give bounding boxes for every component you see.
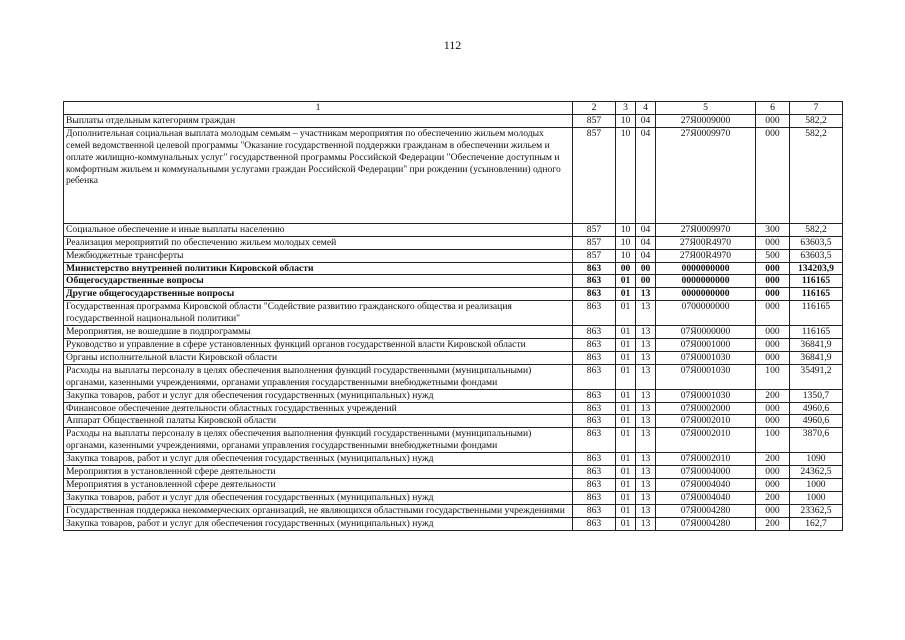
row-value: 863	[573, 364, 616, 389]
row-value: 4960,6	[790, 415, 843, 428]
row-value: 1090	[790, 453, 843, 466]
row-value: 01	[616, 364, 636, 389]
row-value: 07Я0002010	[656, 415, 756, 428]
row-value: 13	[636, 364, 656, 389]
row-value: 00	[616, 262, 636, 275]
page-number: 112	[443, 38, 462, 52]
row-value: 07Я0004000	[656, 466, 756, 479]
row-value: 000	[756, 402, 790, 415]
row-value: 35491,2	[790, 364, 843, 389]
budget-table	[63, 101, 843, 531]
row-description: Государственная программа Кировской области "Содействие развитию гражданского общества и реализация государственной национальной политики"	[64, 301, 573, 326]
row-value: 116165	[790, 275, 843, 288]
row-description: Закупка товаров, работ и услуг для обеспечения государственных (муниципальных) нужд	[64, 389, 573, 402]
row-description: Мероприятия в установленной сфере деятельности	[64, 466, 573, 479]
row-value: 3870,6	[790, 428, 843, 453]
table-row	[64, 389, 843, 402]
row-value: 01	[616, 478, 636, 491]
row-value: 36841,9	[790, 338, 843, 351]
row-value: 863	[573, 301, 616, 326]
row-value: 04	[636, 236, 656, 249]
row-value: 07Я0001030	[656, 364, 756, 389]
row-value: 01	[616, 338, 636, 351]
row-value: 857	[573, 249, 616, 262]
row-value: 582,2	[790, 127, 843, 223]
row-value: 07Я0004280	[656, 504, 756, 517]
row-value: 857	[573, 127, 616, 223]
row-value: 10	[616, 114, 636, 127]
row-value: 863	[573, 504, 616, 517]
row-value: 07Я0001000	[656, 338, 756, 351]
row-value: 857	[573, 114, 616, 127]
table-row	[64, 236, 843, 249]
row-value: 000	[756, 466, 790, 479]
row-value: 01	[616, 389, 636, 402]
row-value: 01	[616, 491, 636, 504]
row-value: 01	[616, 351, 636, 364]
row-value: 07Я0002000	[656, 402, 756, 415]
row-value: 07Я0002010	[656, 428, 756, 453]
row-value: 24362,5	[790, 466, 843, 479]
row-value: 863	[573, 275, 616, 288]
row-value: 13	[636, 428, 656, 453]
row-description: Общегосударственные вопросы	[64, 275, 573, 288]
row-value: 07Я0001030	[656, 389, 756, 402]
table-row	[64, 249, 843, 262]
table-row	[64, 478, 843, 491]
table-row	[64, 415, 843, 428]
row-value: 13	[636, 389, 656, 402]
row-value: 116165	[790, 326, 843, 339]
row-value: 13	[636, 351, 656, 364]
row-value: 500	[756, 249, 790, 262]
row-value: 100	[756, 364, 790, 389]
row-description: Закупка товаров, работ и услуг для обеспечения государственных (муниципальных) нужд	[64, 491, 573, 504]
row-value: 863	[573, 466, 616, 479]
row-value: 04	[636, 223, 656, 236]
column-header: 7	[790, 102, 843, 115]
row-value: 63603,5	[790, 249, 843, 262]
row-value: 01	[616, 453, 636, 466]
row-value: 000	[756, 338, 790, 351]
row-value: 863	[573, 428, 616, 453]
row-value: 01	[616, 402, 636, 415]
row-value: 13	[636, 517, 656, 530]
row-value: 1000	[790, 491, 843, 504]
table-row	[64, 504, 843, 517]
row-value: 000	[756, 288, 790, 301]
row-value: 116165	[790, 301, 843, 326]
row-value: 07Я0004040	[656, 491, 756, 504]
row-value: 13	[636, 415, 656, 428]
row-value: 01	[616, 504, 636, 517]
row-value: 13	[636, 338, 656, 351]
row-description: Закупка товаров, работ и услуг для обеспечения государственных (муниципальных) нужд	[64, 453, 573, 466]
row-value: 13	[636, 301, 656, 326]
row-value: 116165	[790, 288, 843, 301]
table-row	[64, 127, 843, 223]
row-value: 01	[616, 517, 636, 530]
row-value: 000	[756, 326, 790, 339]
row-value: 863	[573, 288, 616, 301]
row-value: 10	[616, 127, 636, 223]
row-value: 04	[636, 114, 656, 127]
table-row	[64, 326, 843, 339]
row-description: Руководство и управление в сфере установленных функций органов государственной власти Кировской области	[64, 338, 573, 351]
row-value: 13	[636, 402, 656, 415]
row-value: 863	[573, 262, 616, 275]
row-value: 01	[616, 428, 636, 453]
row-value: 01	[616, 288, 636, 301]
row-value: 13	[636, 288, 656, 301]
table-row	[64, 288, 843, 301]
row-value: 13	[636, 453, 656, 466]
row-value: 863	[573, 478, 616, 491]
table-row	[64, 351, 843, 364]
table-header-row	[64, 102, 843, 115]
row-value: 000	[756, 415, 790, 428]
row-value: 13	[636, 466, 656, 479]
row-value: 000	[756, 504, 790, 517]
column-header: 6	[756, 102, 790, 115]
row-value: 863	[573, 453, 616, 466]
table-row	[64, 491, 843, 504]
row-value: 0000000000	[656, 262, 756, 275]
row-description: Министерство внутренней политики Кировской области	[64, 262, 573, 275]
row-value: 10	[616, 236, 636, 249]
row-value: 200	[756, 389, 790, 402]
row-description: Органы исполнительной власти Кировской области	[64, 351, 573, 364]
column-header: 2	[573, 102, 616, 115]
row-description: Социальное обеспечение и иные выплаты населению	[64, 223, 573, 236]
row-value: 000	[756, 478, 790, 491]
row-value: 000	[756, 236, 790, 249]
row-value: 04	[636, 127, 656, 223]
row-value: 000	[756, 127, 790, 223]
row-value: 07Я0004280	[656, 517, 756, 530]
row-value: 01	[616, 301, 636, 326]
row-value: 13	[636, 504, 656, 517]
row-value: 0000000000	[656, 275, 756, 288]
row-value: 000	[756, 114, 790, 127]
row-value: 1350,7	[790, 389, 843, 402]
row-description: Государственная поддержка некоммерческих организаций, не являющихся областными государственными учреждениями	[64, 504, 573, 517]
row-value: 0700000000	[656, 301, 756, 326]
row-value: 100	[756, 428, 790, 453]
row-value: 000	[756, 262, 790, 275]
row-value: 36841,9	[790, 351, 843, 364]
row-value: 01	[616, 466, 636, 479]
row-value: 13	[636, 326, 656, 339]
row-value: 4960,6	[790, 402, 843, 415]
row-value: 162,7	[790, 517, 843, 530]
row-value: 200	[756, 517, 790, 530]
row-value: 27Я00R4970	[656, 249, 756, 262]
table-row	[64, 301, 843, 326]
row-value: 582,2	[790, 114, 843, 127]
table-row	[64, 262, 843, 275]
table-row	[64, 402, 843, 415]
table-row	[64, 114, 843, 127]
row-value: 10	[616, 223, 636, 236]
row-value: 01	[616, 275, 636, 288]
row-value: 200	[756, 453, 790, 466]
row-value: 07Я0000000	[656, 326, 756, 339]
row-value: 863	[573, 338, 616, 351]
row-description: Финансовое обеспечение деятельности областных государственных учреждений	[64, 402, 573, 415]
row-value: 863	[573, 415, 616, 428]
row-value: 000	[756, 301, 790, 326]
row-value: 582,2	[790, 223, 843, 236]
row-value: 863	[573, 491, 616, 504]
row-description: Выплаты отдельным категориям граждан	[64, 114, 573, 127]
row-value: 27Я00R4970	[656, 236, 756, 249]
row-description: Дополнительная социальная выплата молодым семьям – участникам мероприятия по обеспечению жильем молодых семей ведомственной целевой программы "Оказание государственной поддержки гражданам в обеспечении жильем и оплате жилищно-коммунальных услуг" государственной программы Российской Федерации "Обеспечение доступным и комфортным жильем и коммунальными услугами граждан Российской Федерации" при рождении (усыновлении) одного ребенка	[64, 127, 573, 223]
row-value: 1000	[790, 478, 843, 491]
row-value: 863	[573, 402, 616, 415]
row-description: Мероприятия, не вошедшие в подпрограммы	[64, 326, 573, 339]
row-description: Реализация мероприятий по обеспечению жильем молодых семей	[64, 236, 573, 249]
row-description: Расходы на выплаты персоналу в целях обеспечения выполнения функций государственными (муниципальными) органами, казенными учреждениями, органами управления государственными внебюджетными фондами	[64, 364, 573, 389]
row-value: 27Я0009000	[656, 114, 756, 127]
column-header: 5	[656, 102, 756, 115]
column-header: 3	[616, 102, 636, 115]
row-value: 07Я0002010	[656, 453, 756, 466]
row-value: 27Я0009970	[656, 127, 756, 223]
row-value: 300	[756, 223, 790, 236]
row-value: 863	[573, 389, 616, 402]
row-description: Другие общегосударственные вопросы	[64, 288, 573, 301]
row-value: 07Я0001030	[656, 351, 756, 364]
row-value: 0000000000	[656, 288, 756, 301]
table-row	[64, 517, 843, 530]
row-value: 13	[636, 478, 656, 491]
row-value: 857	[573, 236, 616, 249]
table-row	[64, 364, 843, 389]
row-value: 00	[636, 262, 656, 275]
column-header: 4	[636, 102, 656, 115]
table-row	[64, 338, 843, 351]
row-value: 27Я0009970	[656, 223, 756, 236]
row-value: 23362,5	[790, 504, 843, 517]
row-value: 01	[616, 415, 636, 428]
table-row	[64, 223, 843, 236]
row-value: 01	[616, 326, 636, 339]
row-value: 863	[573, 517, 616, 530]
row-value: 10	[616, 249, 636, 262]
row-description: Мероприятия в установленной сфере деятельности	[64, 478, 573, 491]
row-value: 200	[756, 491, 790, 504]
row-description: Межбюджетные трансферты	[64, 249, 573, 262]
row-value: 863	[573, 326, 616, 339]
row-value: 00	[636, 275, 656, 288]
row-value: 000	[756, 351, 790, 364]
row-value: 63603,5	[790, 236, 843, 249]
row-value: 000	[756, 275, 790, 288]
table-row	[64, 453, 843, 466]
row-description: Расходы на выплаты персоналу в целях обеспечения выполнения функций государственными (муниципальными) органами, казенными учреждениями, органами управления государственными внебюджетными фондами	[64, 428, 573, 453]
row-value: 04	[636, 249, 656, 262]
row-value: 134203,9	[790, 262, 843, 275]
row-description: Закупка товаров, работ и услуг для обеспечения государственных (муниципальных) нужд	[64, 517, 573, 530]
row-value: 07Я0004040	[656, 478, 756, 491]
row-value: 13	[636, 491, 656, 504]
row-value: 863	[573, 351, 616, 364]
row-value: 857	[573, 223, 616, 236]
table-row	[64, 428, 843, 453]
column-header: 1	[64, 102, 573, 115]
row-description: Аппарат Общественной палаты Кировской области	[64, 415, 573, 428]
table-row	[64, 466, 843, 479]
table-row	[64, 275, 843, 288]
